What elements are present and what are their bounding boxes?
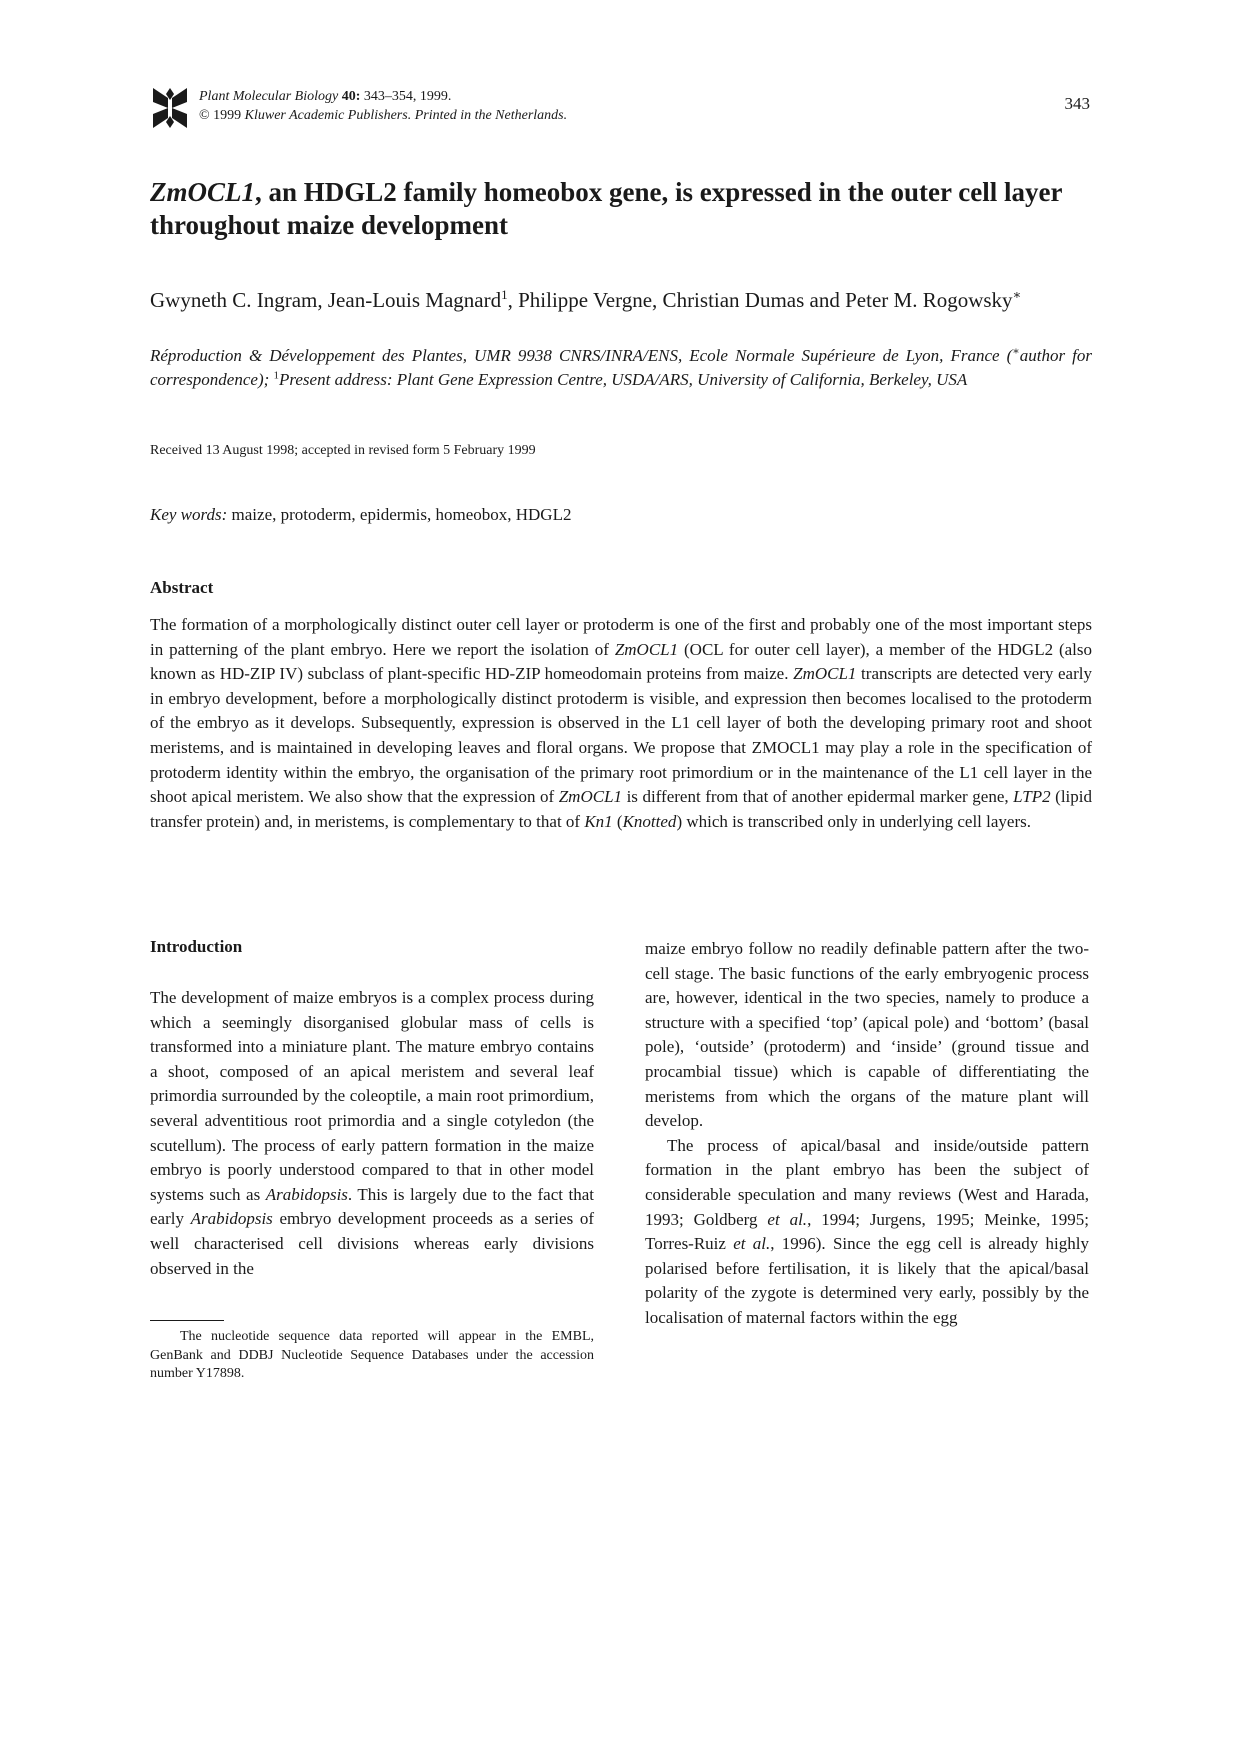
title-text: , an HDGL2 family homeobox gene, is expressed in the outer cell layer throughout maize development: [150, 177, 1062, 240]
affiliation-text-3: Present address: Plant Gene Expression Centre, USDA/ARS, University of California, Berkeley, USA: [279, 370, 968, 389]
right-column: [645, 937, 1089, 1331]
intro-text: The development of maize embryos is a complex process during which a seemingly disorganised globular mass of cells is transformed into a miniature plant. The mature embryo contains a shoot, composed of an apical meristem and several leaf primordia surrounded by the coleoptile, a main root primordium, several adventitious root primordia and a single cotyledon (the scutellum). The process of early pattern formation in the maize embryo is poorly understood compared to that in other model systems such as: [150, 988, 594, 1204]
affiliation-superscript: 1: [273, 369, 280, 382]
page-number: 343: [1064, 94, 1090, 113]
paper-title: [150, 176, 1100, 242]
received-dates: Received 13 August 1998; accepted in revised form 5 February 1999: [150, 443, 536, 458]
abstract-text: (: [612, 811, 623, 831]
abstract-heading: Abstract: [150, 578, 214, 597]
abstract-gene-name: Kn1: [584, 811, 613, 831]
affiliation-text-1: Réproduction & Développement des Plantes, UMR 9938 CNRS/INRA/ENS, Ecole Normale Supérieure de Lyon, France (: [150, 346, 1013, 365]
intro-paragraph-1-continued: maize embryo follow no readily definable pattern after the two-cell stage. The basic functions of the early embryogenic process are, however, identical in the two species, namely to produce a structure with a specified ‘top’ (apical pole) and ‘bottom’ (basal pole), ‘outside’ (protoderm) and ‘inside’ (ground tissue and procambial tissue) which is capable of differentiating the meristems from which the organs of the mature plant will develop.: [645, 939, 1089, 1131]
intro-paragraph-1: [150, 986, 594, 1281]
abstract-gene-name: ZmOCL1: [558, 787, 623, 807]
journal-volume: 40:: [341, 89, 361, 104]
journal-pages-year: 343–354, 1999.: [360, 89, 452, 104]
intro-text: embryo development proceeds as a series of well characterised cell divisions whereas early divisions observed in the: [150, 1209, 594, 1278]
abstract-gene-name: ZmOCL1: [614, 639, 679, 659]
abstract-gene-name: LTP2: [1013, 787, 1051, 807]
introduction-heading: Introduction: [150, 937, 243, 956]
author-superscript-1: 1: [501, 287, 508, 302]
copyright-line: [199, 107, 567, 124]
intro-text: , 1996). Since the egg cell is already highly polarised before fertilisation, it is likely that the apical/basal polarity of the zygote is determined very early, possibly by the localisation of maternal factors within the egg: [645, 1234, 1089, 1327]
authors-text-1: Gwyneth C. Ingram, Jean-Louis Magnard: [150, 288, 502, 312]
intro-italic: Arabidopsis: [265, 1184, 348, 1204]
title-gene-name: ZmOCL1: [150, 177, 255, 207]
abstract-body: [150, 613, 1092, 834]
affiliation: [150, 344, 1092, 392]
copyright-mark: © 1999: [199, 108, 245, 123]
affiliation-star: ∗: [1012, 345, 1020, 358]
intro-text: , 1994; Jurgens, 1995; Meinke, 1995; Torres-Ruiz: [645, 1209, 1090, 1254]
abstract-text: (lipid transfer protein) and, in meristems, is complementary to that of: [150, 787, 1092, 831]
keywords: [150, 505, 571, 525]
abstract-gene-name: ZmOCL1: [793, 664, 857, 684]
abstract-gene-name: Knotted: [622, 811, 677, 831]
intro-italic: Arabidopsis: [190, 1209, 273, 1229]
author-superscript-star: ∗: [1012, 287, 1022, 302]
publisher-logo-icon: [151, 86, 189, 130]
footnote-divider: [150, 1320, 224, 1321]
abstract-text: transcripts are detected very early in embryo development, before a morphologically distinct protoderm is visible, and expression then becomes localised to the protoderm of the embryo as it develops. Subsequently, expression is observed in the L1 cell layer of both the developing primary root and shoot meristems, and is maintained in developing leaves and floral organs. We propose that ZMOCL1 may play a role in the specification of protoderm identity within the embryo, the organisation of the primary root primordium or in the maintenance of the L1 cell layer in the shoot apical meristem. We also show that the expression of: [150, 664, 1092, 807]
footnote: The nucleotide sequence data reported will appear in the EMBL, GenBank and DDBJ Nucleotide Sequence Databases under the accession number Y17898.: [150, 1329, 594, 1381]
intro-text: . This is largely due to the fact that early: [150, 1184, 594, 1229]
intro-paragraph-2: [645, 1134, 1089, 1331]
abstract-text: The formation of a morphologically distinct outer cell layer or protoderm is one of the first and probably one of the most important steps in patterning of the plant embryo. Here we report the isolation of: [150, 615, 1092, 659]
intro-italic: et al.: [733, 1234, 771, 1254]
abstract-text: is different from that of another epidermal marker gene,: [622, 787, 1014, 807]
left-column: [150, 986, 594, 1281]
intro-italic: et al.: [767, 1209, 808, 1229]
authors-text-2: , Philippe Vergne, Christian Dumas and Peter M. Rogowsky: [507, 288, 1013, 312]
publisher-name: Kluwer Academic Publishers. Printed in the Netherlands.: [244, 108, 568, 123]
journal-citation: [199, 88, 451, 105]
affiliation-text-2: author for correspondence);: [150, 346, 1092, 389]
abstract-text: (OCL for outer cell layer), a member of the HDGL2 (also known as HD-ZIP IV) subclass of plant-specific HD-ZIP homeodomain proteins from maize.: [150, 639, 1093, 684]
author-list: [150, 287, 1092, 313]
abstract-text: ) which is transcribed only in underlying cell layers.: [676, 811, 1031, 831]
journal-name: Plant Molecular Biology: [199, 89, 339, 104]
intro-text: The process of apical/basal and inside/outside pattern formation in the plant embryo has been the subject of considerable speculation and many reviews (West and Harada, 1993; Goldberg: [645, 1135, 1089, 1229]
keywords-values: maize, protoderm, epidermis, homeobox, HDGL2: [227, 505, 572, 524]
keywords-label: Key words:: [150, 505, 228, 524]
